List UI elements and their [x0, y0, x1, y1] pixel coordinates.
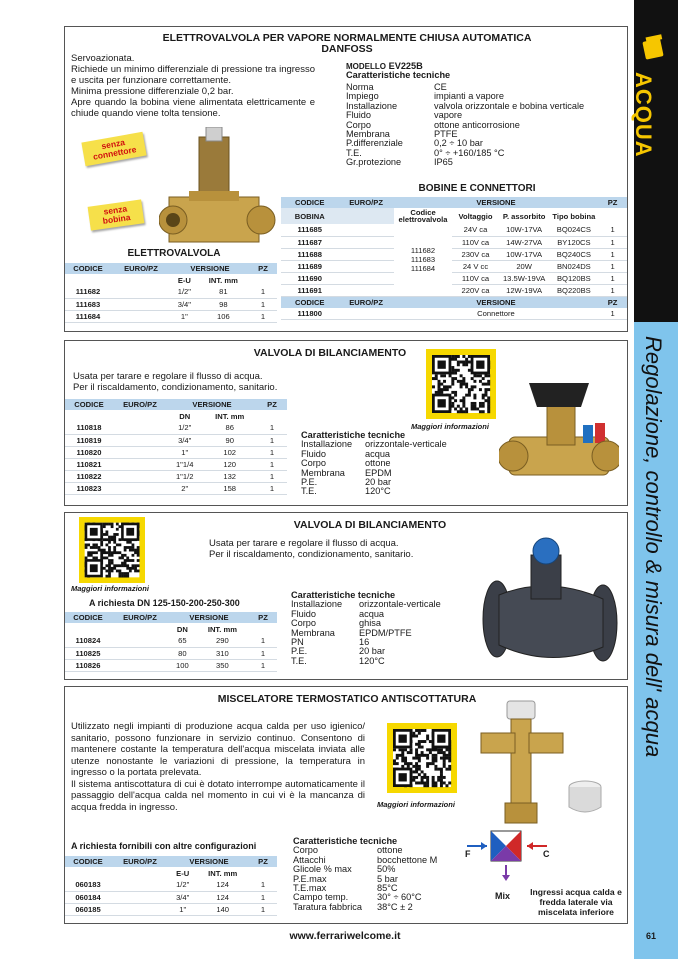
table-row: 111682 1/2" 81 1: [65, 286, 277, 298]
coils-title: BOBINE E CONNETTORI: [418, 183, 536, 194]
section-title: MISCELATORE TERMOSTATICO ANTISCOTTATURA: [217, 693, 477, 705]
brand-title: DANFOSS: [321, 43, 373, 55]
flow-label-f: F: [465, 849, 471, 859]
description: Utilizzato negli impianti di produzione acqua calda per uso igienico/ sanitario, possono funzionare in servizio continuo. Consentono di mantenere costante la temperatura dell'acqua miscelata inviata alle utenze nonostante le variazioni di pressione, la temperatura in ingresso o la portata prelevata. Il sistema antiscottatura di cui è dotato interrompe automaticamente il passaggio dell'acqua calda nel momento in cui vi è la mancanza di acqua fredda in ingresso.: [71, 721, 365, 813]
table-row: 111687 110V ca 14W-27VA BY120CS 1: [281, 236, 627, 248]
table-row: 060183 1/2" 124 1: [65, 879, 277, 891]
table-row: 110821 1"1/4 120 1: [65, 458, 287, 470]
tech-specs: Caratteristiche tecniche Installazione orizzontale-verticale Fluido acqua Corpo ottone Membrana EPDM P.E. 20 bar T.E. 120°C: [301, 430, 447, 497]
electrovalve-section: [64, 26, 628, 332]
table-row: 111691 220V ca 12W-19VA BQ220BS 1: [281, 284, 627, 296]
no-connector-note: senza connettore: [81, 132, 146, 166]
tech-specs: Caratteristiche tecniche Installazione orizzontale-verticale Fluido acqua Corpo ghisa Membrana EPDM/PTFE PN 16 P.E. 20 bar T.E. 120°C: [291, 590, 441, 666]
description: Servoazionata. Richiede un minimo differenziale di pressione tra ingresso e uscita per funzionare correttamente. Minima pressione differenziale 0,2 bar. Apre quando la bobina viene alimentata elettricamente e chiude quando viene tolta tensione.: [71, 53, 315, 119]
mixer-table: CODICE EURO/PZ VERSIONE PZ E-U INT. mm 060183 1/2" 124 1 060184 3/4" 124 1 060185 1" 140 1: [65, 856, 277, 916]
website-link[interactable]: www.ferrariwelcome.it: [289, 930, 401, 942]
electrovalve-table: CODICE EURO/PZ VERSIONE PZ E-U INT. mm 111682 1/2" 81 1 111683 3/4" 98 1 111684 1" 106 1: [65, 263, 277, 323]
qr-caption: Maggiori informazioni: [377, 800, 455, 809]
table-row: 111684 1" 106 1: [65, 310, 277, 322]
table-row: 110826 100 350 1: [65, 659, 277, 671]
bucket-icon: [640, 34, 668, 60]
table-row: 111683 3/4" 98 1: [65, 298, 277, 310]
cast-iron-valve-table: CODICE EURO/PZ VERSIONE PZ DN INT. mm 110824 65 290 1 110825 80 310 1 110826 100 350 1: [65, 612, 277, 672]
qr-code-icon: [79, 517, 145, 583]
qr-code[interactable]: [426, 349, 496, 419]
sidebar-brand: ACQUA: [631, 72, 656, 158]
flow-label-c: C: [543, 849, 550, 859]
thermostatic-mixer-section: [64, 686, 628, 924]
valve-codes-cell: 111682 111683 111684: [394, 224, 453, 296]
page-number: 61: [646, 931, 657, 941]
table-row: 060185 1" 140 1: [65, 903, 277, 915]
description: Usata per tarare e regolare il flusso di acqua. Per il riscaldamento, condizionamento, sanitario.: [73, 371, 278, 393]
table-row: 110824 65 290 1: [65, 635, 277, 647]
cap-image: [565, 779, 605, 815]
tech-specs: Caratteristiche tecniche Corpo ottone Attacchi bocchettone M Glicole % max 50% P.E.max 5 bar T.E.max 85°C Campo temp. 30° ÷ 60°C Taratura fabbrica 38°C ± 2: [293, 836, 438, 912]
request-note: A richiesta DN 125-150-200-250-300: [89, 598, 240, 608]
qr-caption: Maggiori informazioni: [411, 422, 489, 431]
table-row: 110823 2" 158 1: [65, 482, 287, 494]
table-row: 111690 110V ca 13.5W-19VA BQ120BS 1: [281, 272, 627, 284]
table-row: 110818 1/2" 86 1: [65, 422, 287, 434]
qr-code-icon: [426, 349, 496, 419]
table-row: 110819 3/4" 90 1: [65, 434, 287, 446]
coils-table: CODICE EURO/PZ VERSIONE PZ BOBINA Codice elettrovalvola Voltaggio P. assorbito Tipo bobina 111685 111682 111683 111684 24V ca 10W-17VA BQ024CS 1 111687 110V ca 14W-27VA BY120CS 1 111688 230V ca 10W-17VA BQ240CS 1 111689 24 V cc 20W BN024DS 1 111690 110V ca 13.5W-19VA BQ120BS 1 111691 220V ca 12W-19VA BQ220BS 1 CODICE EURO/PZ VERSIONE PZ 111800 Connettore 1: [281, 197, 627, 320]
section-title: VALVOLA DI BILANCIAMENTO: [253, 347, 407, 359]
table-row: 111685 111682 111683 111684 24V ca 10W-17VA BQ024CS 1: [281, 224, 627, 236]
electrovalve-image: [159, 127, 279, 257]
table-row: 110820 1" 102 1: [65, 446, 287, 458]
qr-code-icon: [387, 723, 457, 793]
sidebar-section-title: Regolazione, controllo & misura dell' acqua: [641, 336, 666, 758]
cast-iron-balancing-valve-section: [64, 512, 628, 680]
table-row: 110822 1"1/2 132 1: [65, 470, 287, 482]
balancing-valve-image: [499, 365, 619, 505]
flow-note: Ingressi acqua calda e fredda laterale via miscelata inferiore: [530, 887, 622, 917]
description: Usata per tarare e regolare il flusso di acqua. Per il riscaldamento, condizionamento, sanitario.: [209, 538, 414, 560]
table-row: 111689 24 V cc 20W BN024DS 1: [281, 260, 627, 272]
table-row: 111688 230V ca 10W-17VA BQ240CS 1: [281, 248, 627, 260]
flow-label-mix: Mix: [495, 891, 511, 901]
qr-code[interactable]: [79, 517, 145, 583]
section-title: VALVOLA DI BILANCIAMENTO: [293, 519, 447, 531]
tech-specs: Norma CE Impiego impianti a vapore Installazione valvola orizzontale e bobina verticale Fluido vapore Corpo ottone anticorrosione Membrana PTFE P.differenziale 0,2 ÷ 10 bar T.E. 0° ÷ +160/185 °C Gr.protezione IP65: [346, 82, 585, 168]
balancing-valve-table: CODICE EURO/PZ VERSIONE PZ DN INT. mm 110818 1/2" 86 1 110819 3/4" 90 1 110820 1" 102 1 110821 1"1/4 120 1 110822 1"1/2 132 1 110823 2" 158 1: [65, 399, 287, 495]
request-note: A richiesta fornibili con altre configurazioni: [71, 841, 257, 851]
qr-code[interactable]: [387, 723, 457, 793]
qr-caption: Maggiori informazioni: [71, 584, 149, 593]
model-spec: MODELLO EV225B Caratteristiche tecniche: [346, 61, 451, 81]
section-title: ELETTROVALVOLA PER VAPORE NORMALMENTE CHIUSA AUTOMATICA: [162, 32, 532, 44]
flow-diagram: [461, 821, 553, 887]
thermostatic-mixer-image: [479, 699, 565, 825]
no-coil-note: senza bobina: [88, 199, 145, 230]
product-label: ELETTROVALVOLA: [127, 248, 221, 259]
table-row: 111800 Connettore 1: [281, 308, 627, 320]
cast-iron-valve-image: [475, 531, 625, 677]
table-row: 110825 80 310 1: [65, 647, 277, 659]
balancing-valve-section: [64, 340, 628, 506]
table-row: 060184 3/4" 124 1: [65, 891, 277, 903]
